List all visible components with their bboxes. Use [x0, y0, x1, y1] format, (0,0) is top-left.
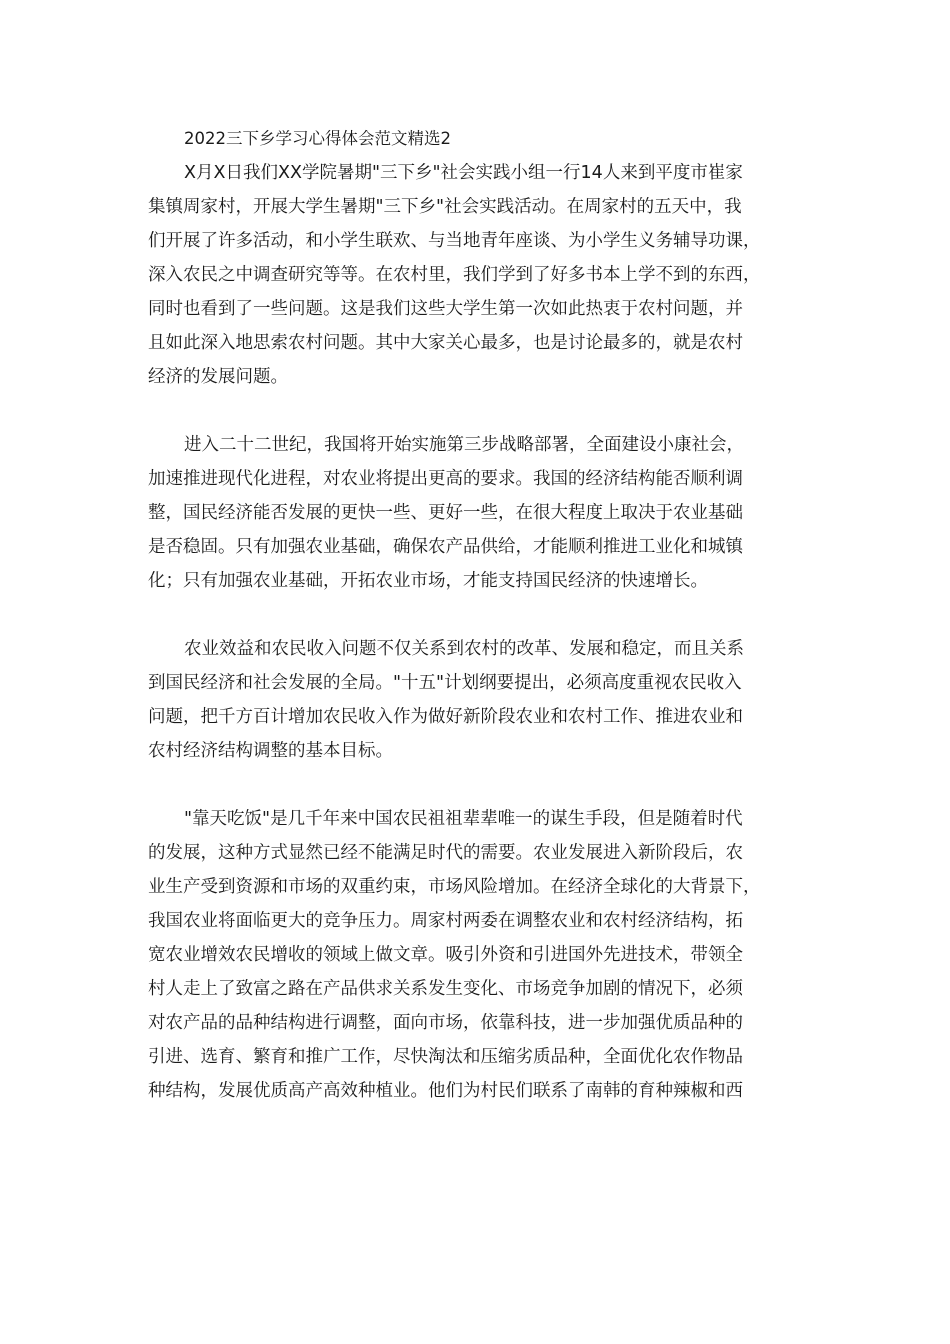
paragraph-2 [148, 428, 808, 598]
paragraph-line: 同时也看到了一些问题。这是我们这些大学生第一次如此热衷于农村问题，并 [148, 299, 743, 319]
paragraph-line: 的发展，这种方式显然已经不能满足时代的需要。农业发展进入新阶段后，农 [148, 843, 743, 863]
paragraph-line: 引进、选育、繁育和推广工作，尽快淘汰和压缩劣质品种，全面优化农作物品 [148, 1047, 743, 1067]
paragraph-line: 农业效益和农民收入问题不仅关系到农村的改革、发展和稳定，而且关系 [184, 639, 744, 659]
paragraph-line: 业生产受到资源和市场的双重约束，市场风险增加。在经济全球化的大背景下， [148, 877, 761, 897]
paragraph-line: 问题，把千方百计增加农民收入作为做好新阶段农业和农村工作、推进农业和 [148, 707, 743, 727]
paragraph-line: X月X日我们XX学院暑期"三下乡"社会实践小组一行14人来到平度市崔家 [184, 163, 743, 183]
paragraph-line: 们开展了许多活动，和小学生联欢、与当地青年座谈、为小学生义务辅导功课， [148, 231, 761, 251]
paragraph-3 [148, 632, 808, 768]
paragraph-line: 经济的发展问题。 [148, 367, 288, 387]
paragraph-spacer [148, 394, 808, 428]
paragraph-line: 宽农业增效农民增收的领域上做文章。吸引外资和引进国外先进技术，带领全 [148, 945, 743, 965]
paragraph-line: 是否稳固。只有加强农业基础，确保农产品供给，才能顺利推进工业化和城镇 [148, 537, 743, 557]
paragraph-line: 我国农业将面临更大的竞争压力。周家村两委在调整农业和农村经济结构，拓 [148, 911, 743, 931]
paragraph-line: 深入农民之中调查研究等等。在农村里，我们学到了好多书本上学不到的东西， [148, 265, 761, 285]
paragraph-line: 集镇周家村，开展大学生暑期"三下乡"社会实践活动。在周家村的五天中，我 [148, 197, 742, 217]
paragraph-line: 对农产品的品种结构进行调整，面向市场，依靠科技，进一步加强优质品种的 [148, 1013, 743, 1033]
paragraph-line: 到国民经济和社会发展的全局。"十五"计划纲要提出，必须高度重视农民收入 [148, 673, 742, 693]
paragraph-1 [148, 156, 808, 394]
paragraph-line: 加速推进现代化进程，对农业将提出更高的要求。我国的经济结构能否顺利调 [148, 469, 743, 489]
paragraph-spacer [148, 598, 808, 632]
paragraph-spacer [148, 768, 808, 802]
document-title: 2022三下乡学习心得体会范文精选2 [184, 129, 451, 148]
paragraph-line: 化；只有加强农业基础，开拓农业市场，才能支持国民经济的快速增长。 [148, 571, 708, 591]
document-body [148, 122, 808, 1108]
paragraph-line: 且如此深入地思索农村问题。其中大家关心最多，也是讨论最多的，就是农村 [148, 333, 743, 353]
paragraph-line: 农村经济结构调整的基本目标。 [148, 741, 393, 761]
paragraph-line: 村人走上了致富之路在产品供求关系发生变化、市场竞争加剧的情况下，必须 [148, 979, 743, 999]
paragraph-line: 进入二十二世纪，我国将开始实施第三步战略部署，全面建设小康社会， [184, 435, 744, 455]
paragraph-4 [148, 802, 808, 1108]
paragraph-line: 整，国民经济能否发展的更快一些、更好一些，在很大程度上取决于农业基础 [148, 503, 743, 523]
paragraph-line: 种结构，发展优质高产高效种植业。他们为村民们联系了南韩的育种辣椒和西 [148, 1081, 743, 1101]
paragraph-line: "靠天吃饭"是几千年来中国农民祖祖辈辈唯一的谋生手段，但是随着时代 [184, 809, 743, 829]
